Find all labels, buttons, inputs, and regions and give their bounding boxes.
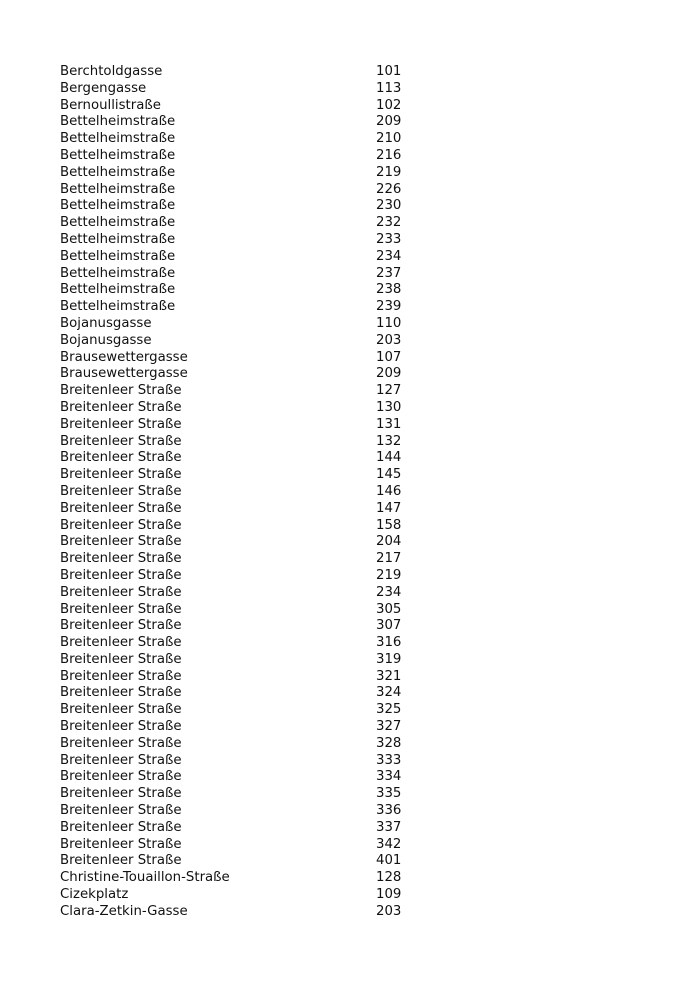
street-number: 401 xyxy=(376,853,402,869)
list-item xyxy=(60,383,460,400)
list-item xyxy=(60,81,460,98)
street-number: 130 xyxy=(376,399,402,415)
street-number: 232 xyxy=(376,215,402,231)
list-item xyxy=(60,837,460,854)
list-item xyxy=(60,719,460,736)
street-number: 209 xyxy=(376,366,402,382)
list-item xyxy=(60,853,460,870)
street-number: 210 xyxy=(376,131,402,147)
street-name: Breitenleer Straße xyxy=(60,534,182,550)
street-number: 328 xyxy=(376,735,402,751)
list-item xyxy=(60,232,460,249)
list-item xyxy=(60,820,460,837)
street-number: 145 xyxy=(376,467,402,483)
street-number: 335 xyxy=(376,786,402,802)
street-name: Breitenleer Straße xyxy=(60,685,182,701)
list-item xyxy=(60,652,460,669)
list-item xyxy=(60,282,460,299)
street-name: Breitenleer Straße xyxy=(60,399,182,415)
street-number: 239 xyxy=(376,299,402,315)
street-name: Breitenleer Straße xyxy=(60,769,182,785)
street-name: Breitenleer Straße xyxy=(60,853,182,869)
street-number: 147 xyxy=(376,500,402,516)
street-name: Breitenleer Straße xyxy=(60,500,182,516)
list-item xyxy=(60,870,460,887)
street-number: 305 xyxy=(376,601,402,617)
list-item xyxy=(60,148,460,165)
street-number: 316 xyxy=(376,635,402,651)
street-name: Breitenleer Straße xyxy=(60,752,182,768)
street-name: Breitenleer Straße xyxy=(60,483,182,499)
list-item xyxy=(60,198,460,215)
street-name: Breitenleer Straße xyxy=(60,836,182,852)
list-item xyxy=(60,417,460,434)
list-item xyxy=(60,669,460,686)
street-name: Breitenleer Straße xyxy=(60,635,182,651)
list-item xyxy=(60,585,460,602)
street-number: 203 xyxy=(376,332,402,348)
street-number: 307 xyxy=(376,618,402,634)
street-name: Bettelheimstraße xyxy=(60,299,176,315)
street-number: 226 xyxy=(376,181,402,197)
street-number: 128 xyxy=(376,870,402,886)
street-number: 319 xyxy=(376,651,402,667)
street-name: Breitenleer Straße xyxy=(60,584,182,600)
street-name: Bettelheimstraße xyxy=(60,147,176,163)
street-name: Bettelheimstraße xyxy=(60,215,176,231)
street-name: Breitenleer Straße xyxy=(60,517,182,533)
street-name: Bojanusgasse xyxy=(60,332,152,348)
street-name: Bernoullistraße xyxy=(60,97,161,113)
street-number: 321 xyxy=(376,668,402,684)
street-name: Bettelheimstraße xyxy=(60,231,176,247)
list-item xyxy=(60,786,460,803)
street-number: 204 xyxy=(376,534,402,550)
list-item xyxy=(60,434,460,451)
street-name: Brausewettergasse xyxy=(60,349,188,365)
street-number: 113 xyxy=(376,80,402,96)
street-name: Cizekplatz xyxy=(60,887,129,903)
list-item xyxy=(60,484,460,501)
list-item xyxy=(60,266,460,283)
street-name: Bojanusgasse xyxy=(60,315,152,331)
street-name: Christine-Touaillon-Straße xyxy=(60,870,230,886)
street-name: Breitenleer Straße xyxy=(60,803,182,819)
street-name: Bettelheimstraße xyxy=(60,164,176,180)
list-item xyxy=(60,568,460,585)
street-number: 217 xyxy=(376,551,402,567)
list-item xyxy=(60,98,460,115)
street-number: 102 xyxy=(376,97,402,113)
street-number: 336 xyxy=(376,803,402,819)
list-item xyxy=(60,753,460,770)
street-number: 109 xyxy=(376,887,402,903)
list-item xyxy=(60,702,460,719)
street-name: Breitenleer Straße xyxy=(60,433,182,449)
list-item xyxy=(60,165,460,182)
street-number: 230 xyxy=(376,198,402,214)
address-list xyxy=(60,64,460,921)
list-item xyxy=(60,114,460,131)
street-name: Bettelheimstraße xyxy=(60,114,176,130)
street-name: Clara-Zetkin-Gasse xyxy=(60,903,188,919)
street-name: Breitenleer Straße xyxy=(60,450,182,466)
list-item xyxy=(60,316,460,333)
street-name: Bergengasse xyxy=(60,80,147,96)
street-number: 234 xyxy=(376,584,402,600)
street-name: Breitenleer Straße xyxy=(60,601,182,617)
street-name: Breitenleer Straße xyxy=(60,651,182,667)
list-item xyxy=(60,249,460,266)
list-item xyxy=(60,64,460,81)
street-name: Breitenleer Straße xyxy=(60,702,182,718)
street-name: Bettelheimstraße xyxy=(60,248,176,264)
list-item xyxy=(60,501,460,518)
list-item xyxy=(60,904,460,921)
list-item xyxy=(60,518,460,535)
street-number: 324 xyxy=(376,685,402,701)
street-name: Bettelheimstraße xyxy=(60,282,176,298)
street-name: Breitenleer Straße xyxy=(60,819,182,835)
street-number: 234 xyxy=(376,248,402,264)
street-number: 101 xyxy=(376,64,402,79)
street-name: Breitenleer Straße xyxy=(60,551,182,567)
street-name: Breitenleer Straße xyxy=(60,416,182,432)
street-number: 144 xyxy=(376,450,402,466)
list-item xyxy=(60,467,460,484)
street-number: 219 xyxy=(376,567,402,583)
list-item xyxy=(60,803,460,820)
list-item xyxy=(60,131,460,148)
list-item xyxy=(60,350,460,367)
street-number: 209 xyxy=(376,114,402,130)
street-number: 334 xyxy=(376,769,402,785)
list-item xyxy=(60,551,460,568)
list-item xyxy=(60,366,460,383)
street-number: 233 xyxy=(376,231,402,247)
street-name: Breitenleer Straße xyxy=(60,719,182,735)
street-number: 333 xyxy=(376,752,402,768)
street-number: 238 xyxy=(376,282,402,298)
street-number: 327 xyxy=(376,719,402,735)
list-item xyxy=(60,534,460,551)
list-item xyxy=(60,887,460,904)
street-number: 216 xyxy=(376,147,402,163)
list-item xyxy=(60,333,460,350)
street-number: 342 xyxy=(376,836,402,852)
list-item xyxy=(60,215,460,232)
list-item xyxy=(60,182,460,199)
street-name: Berchtoldgasse xyxy=(60,64,163,79)
street-name: Bettelheimstraße xyxy=(60,131,176,147)
street-number: 132 xyxy=(376,433,402,449)
street-number: 131 xyxy=(376,416,402,432)
street-number: 237 xyxy=(376,265,402,281)
street-name: Bettelheimstraße xyxy=(60,265,176,281)
list-item xyxy=(60,400,460,417)
list-item xyxy=(60,299,460,316)
street-number: 219 xyxy=(376,164,402,180)
street-name: Breitenleer Straße xyxy=(60,567,182,583)
street-name: Bettelheimstraße xyxy=(60,181,176,197)
street-number: 203 xyxy=(376,903,402,919)
street-number: 325 xyxy=(376,702,402,718)
street-name: Breitenleer Straße xyxy=(60,618,182,634)
street-number: 146 xyxy=(376,483,402,499)
street-name: Brausewettergasse xyxy=(60,366,188,382)
street-name: Breitenleer Straße xyxy=(60,735,182,751)
list-item xyxy=(60,618,460,635)
list-item xyxy=(60,635,460,652)
street-name: Breitenleer Straße xyxy=(60,467,182,483)
street-number: 110 xyxy=(376,315,402,331)
list-item xyxy=(60,769,460,786)
list-item xyxy=(60,602,460,619)
street-name: Breitenleer Straße xyxy=(60,786,182,802)
street-number: 337 xyxy=(376,819,402,835)
list-item xyxy=(60,685,460,702)
list-item xyxy=(60,736,460,753)
list-item xyxy=(60,450,460,467)
street-name: Bettelheimstraße xyxy=(60,198,176,214)
street-name: Breitenleer Straße xyxy=(60,668,182,684)
street-name: Breitenleer Straße xyxy=(60,383,182,399)
street-number: 158 xyxy=(376,517,402,533)
street-number: 107 xyxy=(376,349,402,365)
street-number: 127 xyxy=(376,383,402,399)
